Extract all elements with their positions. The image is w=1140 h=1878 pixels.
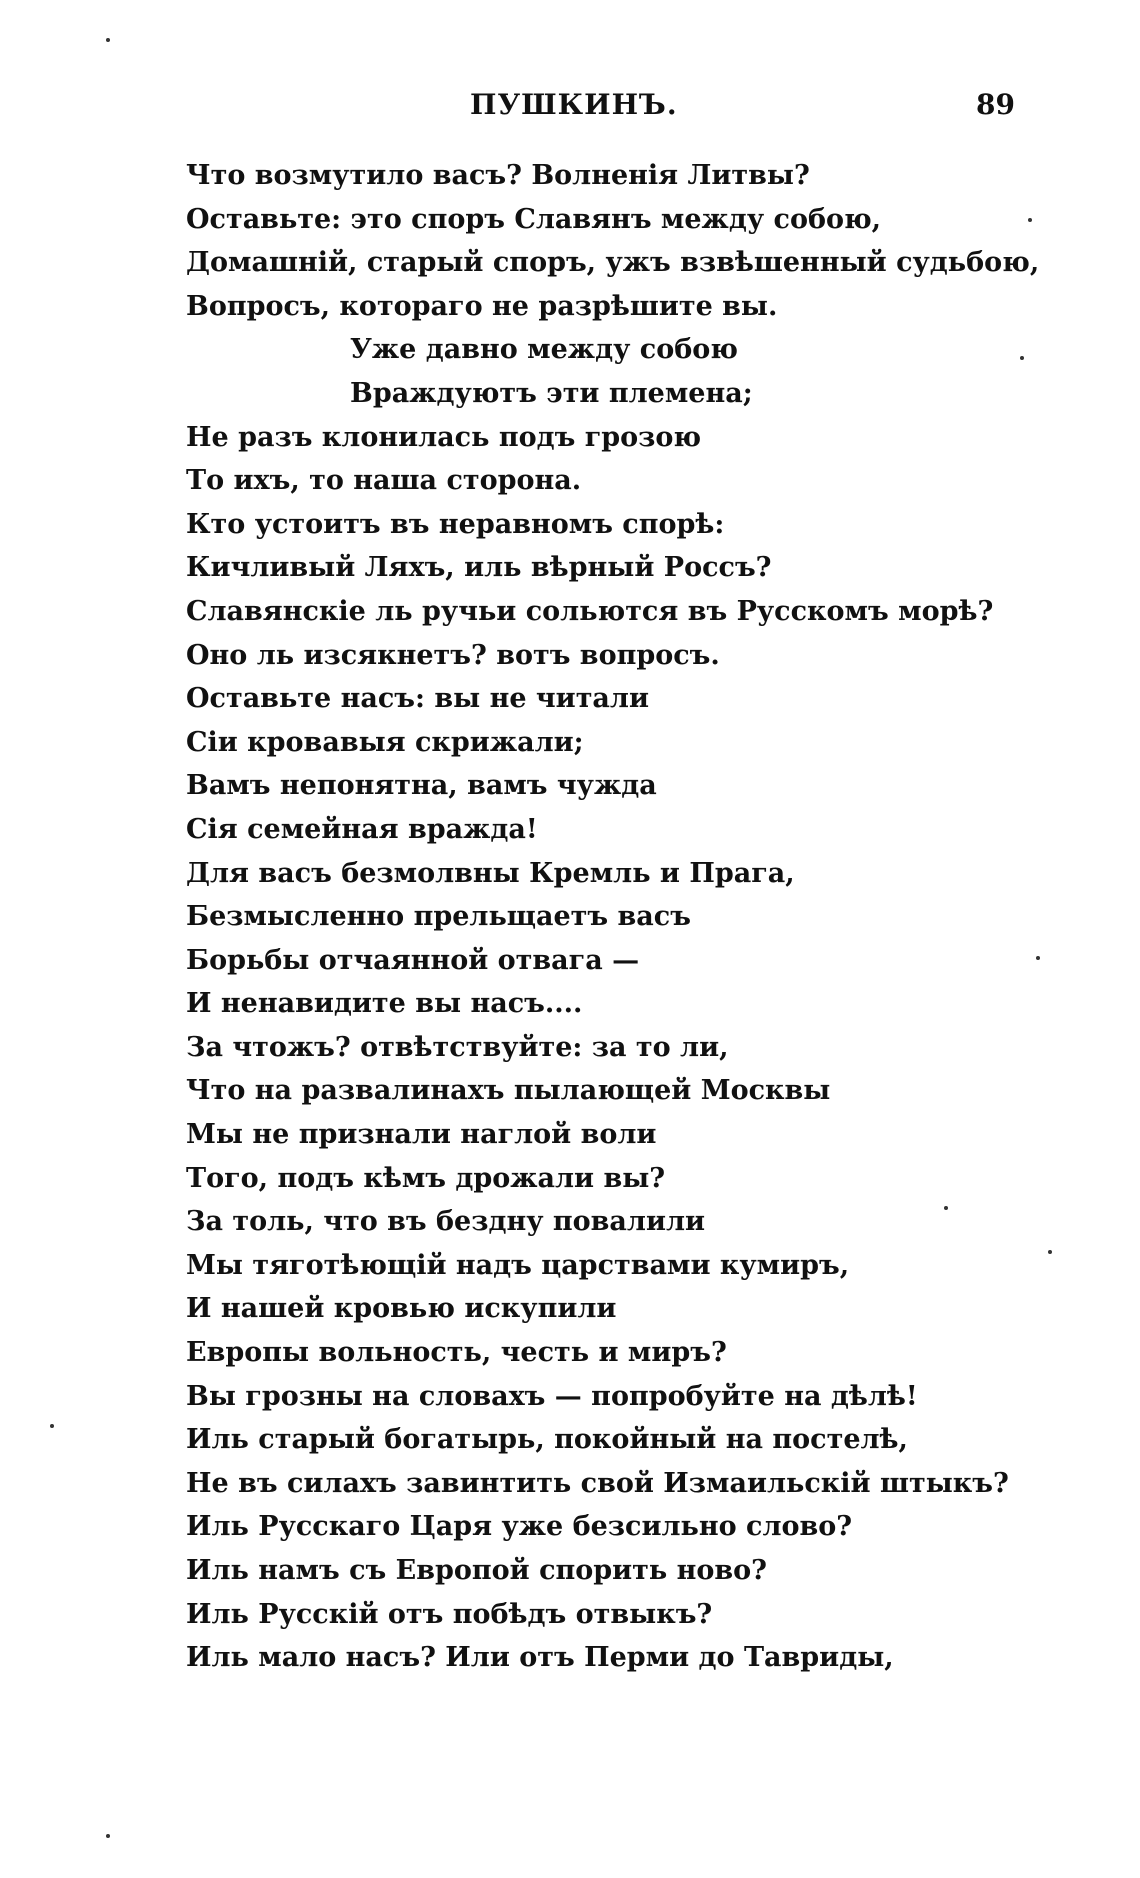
verse-line: За толь, что въ бездну повалили xyxy=(186,1206,706,1238)
verse-line: Иль старый богатырь, покойный на постелѣ, xyxy=(186,1424,908,1456)
scan-speck xyxy=(1048,1250,1052,1254)
verse-line: Кичливый Ляхъ, иль вѣрный Россъ? xyxy=(186,552,772,584)
verse-line: Славянскіе ль ручьи сольются въ Русскомъ морѣ? xyxy=(186,595,994,627)
verse-line: Иль Русскій отъ побѣдъ отвыкъ? xyxy=(186,1598,713,1630)
verse-line: Оставьте: это споръ Славянъ между собою, xyxy=(186,203,882,235)
running-head xyxy=(0,88,1140,128)
scan-speck xyxy=(1020,356,1024,360)
verse-line: Сія семейная вражда! xyxy=(186,813,538,845)
verse-line: То ихъ, то наша сторона. xyxy=(186,465,582,497)
verse-line: Что возмутило васъ? Волненія Литвы? xyxy=(186,160,810,191)
verse-line: Враждуютъ эти племена; xyxy=(350,377,753,409)
verse-line: Мы тяготѣющій надъ царствами кумиръ, xyxy=(186,1249,850,1281)
scan-speck xyxy=(50,1424,54,1428)
verse-line: Сіи кровавыя скрижали; xyxy=(186,726,584,758)
verse-line: Вы грозны на словахъ — попробуйте на дѣлѣ! xyxy=(186,1380,918,1412)
verse-line: Вопросъ, котораго не разрѣшите вы. xyxy=(186,290,778,322)
verse-line: Не разъ клонилась подъ грозою xyxy=(186,421,702,453)
verse-line: Для васъ безмолвны Кремль и Прага, xyxy=(186,857,795,889)
verse-line: И нашей кровью искупили xyxy=(186,1293,617,1325)
verse-line: Мы не признали наглой воли xyxy=(186,1119,657,1151)
verse-line: Оно ль изсякнетъ? вотъ вопросъ. xyxy=(186,639,720,671)
verse-line: Иль намъ съ Европой спорить ново? xyxy=(186,1555,768,1586)
verse-line: Вамъ непонятна, вамъ чужда xyxy=(186,770,657,802)
verse-line: Иль Русскаго Царя уже безсильно слово? xyxy=(186,1511,853,1543)
verse-line: Того, подъ кѣмъ дрожали вы? xyxy=(186,1162,666,1194)
verse-line: Безмысленно прельщаетъ васъ xyxy=(186,901,691,933)
verse-line: Не въ силахъ завинтить свой Измаильскій штыкъ? xyxy=(186,1467,1009,1499)
verse-line: Борьбы отчаянной отвага — xyxy=(186,944,640,976)
running-title: ПУШКИНЪ. xyxy=(470,88,678,121)
verse-line: За чтожъ? отвѣтствуйте: за то ли, xyxy=(186,1031,729,1063)
verse-line: Кто устоитъ въ неравномъ спорѣ: xyxy=(186,508,725,540)
verse-line: Домашній, старый споръ, ужъ взвѣшенный судьбою, xyxy=(186,247,1040,279)
verse-line: И ненавидите вы насъ.... xyxy=(186,988,583,1020)
verse-line: Что на развалинахъ пылающей Москвы xyxy=(186,1075,831,1107)
verse-line: Иль мало насъ? Или отъ Перми до Тавриды, xyxy=(186,1642,894,1674)
scan-speck xyxy=(106,38,110,42)
poem-text xyxy=(0,154,1140,1680)
verse-line: Европы вольность, честь и миръ? xyxy=(186,1337,727,1369)
scan-speck xyxy=(106,1834,110,1838)
page-number: 89 xyxy=(976,88,1015,121)
scan-speck xyxy=(1036,956,1040,960)
scan-speck xyxy=(1028,218,1032,222)
verse-line: Оставьте насъ: вы не читали xyxy=(186,683,649,715)
verse-line: Уже давно между собою xyxy=(350,334,738,366)
scan-speck xyxy=(944,1206,948,1210)
